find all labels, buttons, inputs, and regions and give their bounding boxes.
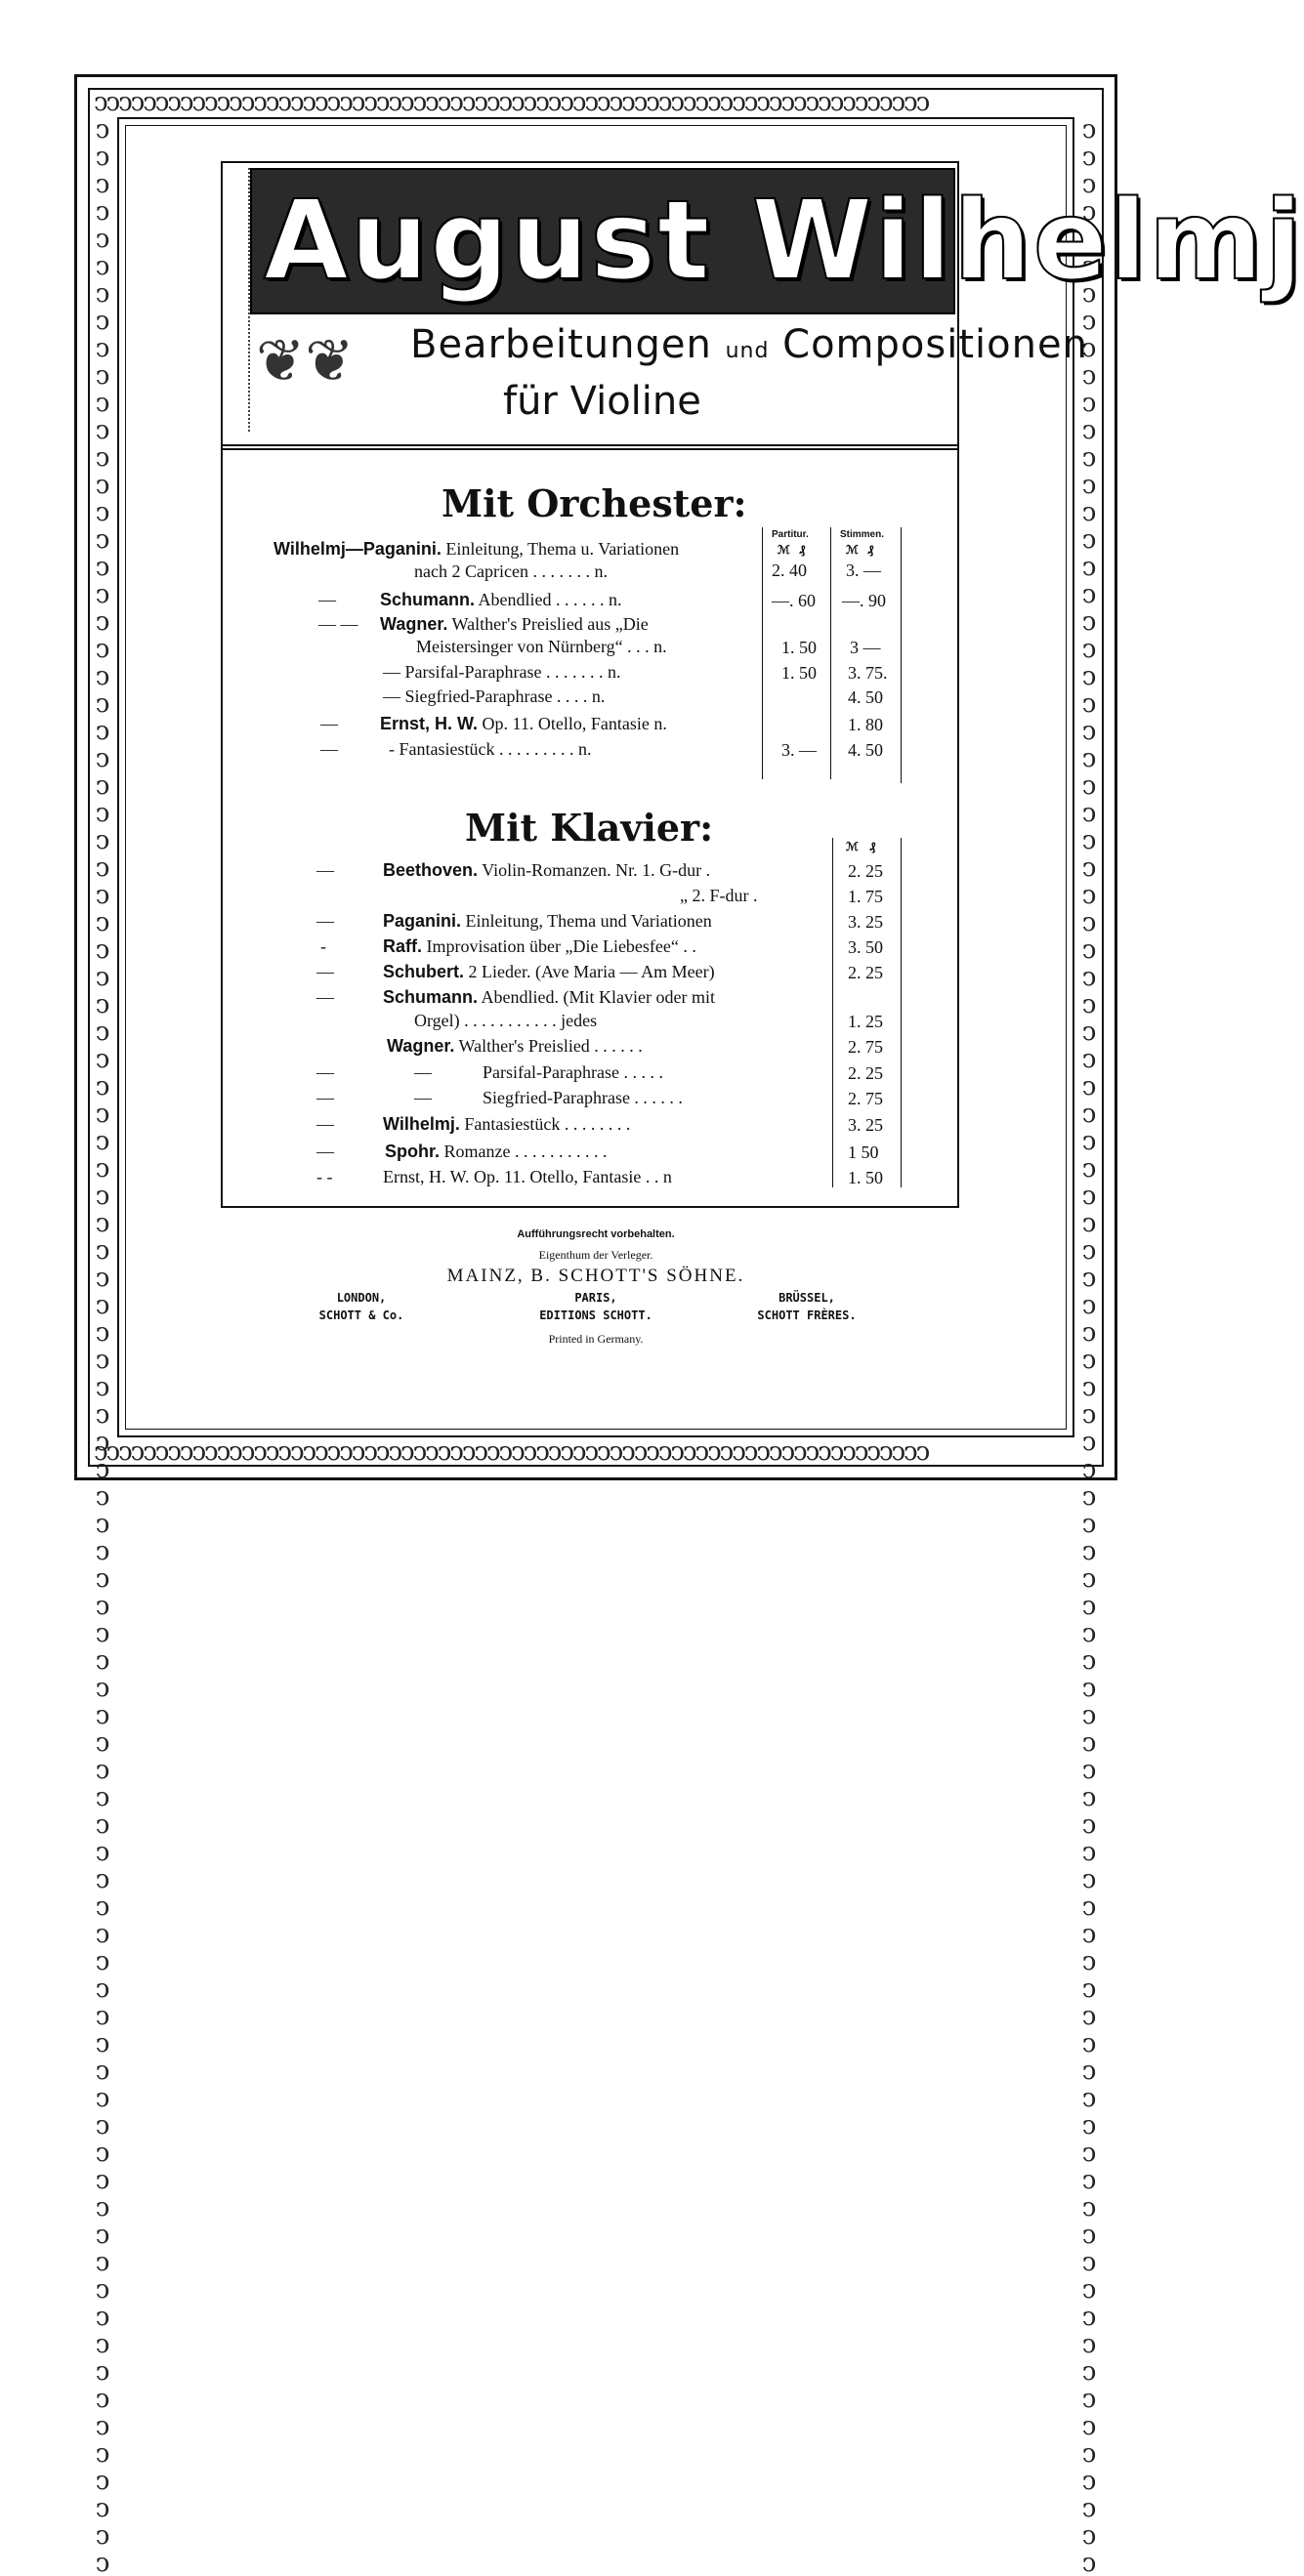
price: 1. 75 [848, 887, 883, 906]
column-rule [901, 527, 902, 783]
price: 2. 25 [848, 861, 883, 881]
price: 2. 75 [848, 1037, 883, 1057]
list-item-dash: — [318, 590, 336, 609]
list-item: Orgel) . . . . . . . . . . . jedes [414, 1011, 598, 1030]
list-item: Spohr. Romanze . . . . . . . . . . . [385, 1142, 608, 1161]
column-header-partitur: Partitur. [772, 529, 809, 540]
price: 1. 25 [848, 1012, 883, 1031]
currency-pf-icon: ₰ [867, 543, 874, 557]
list-item: Wagner. Walther's Preislied . . . . . . [387, 1036, 643, 1056]
list-item: Wagner. Walther's Preislied aus „Die [380, 614, 649, 634]
price-partitur: —. 60 [772, 591, 816, 610]
list-item: — [414, 1062, 432, 1082]
list-item: Ernst, H. W. Op. 11. Otello, Fantasie n. [380, 714, 667, 733]
price-partitur: 1. 50 [781, 638, 817, 657]
list-item-dash: — [316, 987, 334, 1007]
floral-ornament-icon: ❦❦ [256, 327, 355, 395]
list-item-dash: - - [316, 1167, 333, 1186]
city-paris: PARIS, [574, 1291, 617, 1305]
list-item: Beethoven. Violin-Romanzen. Nr. 1. G-dur . [383, 860, 711, 880]
list-item-dash: — [316, 1142, 334, 1161]
price-stimmen: 3 — [850, 638, 881, 657]
composer-title: August Wilhelmj [264, 178, 1304, 305]
price-stimmen: 4. 50 [848, 740, 883, 760]
ownership-note: Eigenthum der Verleger. [538, 1248, 653, 1262]
list-item: Raff. Improvisation über „Die Liebesfee“ . . [383, 936, 696, 956]
ornament-band-left: ↄↄↄↄↄↄↄↄↄↄↄↄↄↄↄↄↄↄↄↄↄↄↄↄↄↄↄↄↄↄↄↄↄↄↄↄↄↄↄↄↄↄↄↄↄↄↄↄↄↄↄↄↄↄↄↄↄↄↄↄↄↄↄↄↄↄↄↄↄↄↄↄↄↄↄↄↄↄↄↄↄↄↄↄↄↄↄↄↄↄ [88, 115, 117, 2576]
list-item: - Fantasiestück . . . . . . . . . n. [389, 739, 592, 759]
ornament-band-right: ↄↄↄↄↄↄↄↄↄↄↄↄↄↄↄↄↄↄↄↄↄↄↄↄↄↄↄↄↄↄↄↄↄↄↄↄↄↄↄↄↄↄↄↄↄↄↄↄↄↄↄↄↄↄↄↄↄↄↄↄↄↄↄↄↄↄↄↄↄↄↄↄↄↄↄↄↄↄↄↄↄↄↄↄↄↄↄↄↄↄ [1074, 115, 1104, 2576]
list-item-dash: — [316, 911, 334, 931]
currency-mark-icon: ℳ [846, 543, 859, 557]
price-stimmen: 1. 80 [848, 715, 883, 734]
list-item: Ernst, H. W. Op. 11. Otello, Fantasie . . n [383, 1167, 672, 1186]
currency-pf-icon: ₰ [869, 840, 876, 853]
list-item: Meistersinger von Nürnberg“ . . . n. [416, 637, 667, 656]
list-item: — Parsifal-Paraphrase . . . . . . . n. [383, 662, 621, 682]
currency-pf-icon: ₰ [799, 543, 806, 557]
price: 3. 50 [848, 937, 883, 957]
list-item-dash: — [320, 739, 338, 759]
list-item-dash: — [316, 1088, 334, 1107]
price: 1 50 [848, 1143, 879, 1162]
subtitle-compositionen: Compositionen [782, 322, 1088, 367]
list-item: — Siegfried-Paraphrase . . . . n. [383, 686, 606, 706]
list-item: Siegfried-Paraphrase . . . . . . [483, 1088, 683, 1107]
list-item: Schumann. Abendlied . . . . . . n. [380, 590, 622, 609]
list-item-dash: — [316, 1062, 334, 1082]
list-item-dash: — [316, 1114, 334, 1134]
list-item: „ 2. F-dur . [680, 886, 758, 905]
city-brussels: BRÜSSEL, [778, 1291, 835, 1305]
performance-rights: Aufführungsrecht vorbehalten. [517, 1228, 675, 1240]
list-item-dash: — [316, 962, 334, 981]
price-stimmen: —. 90 [842, 591, 886, 610]
price: 1. 50 [848, 1168, 883, 1187]
publisher-name: MAINZ, B. SCHOTT'S SÖHNE. [446, 1266, 745, 1286]
column-rule [901, 838, 902, 1187]
subtitle-line2: für Violine [503, 379, 701, 424]
list-item: Schubert. 2 Lieder. (Ave Maria — Am Meer) [383, 962, 715, 981]
list-item: Parsifal-Paraphrase . . . . . [483, 1062, 663, 1082]
header-divider [221, 444, 959, 450]
list-item: Paganini. Einleitung, Thema und Variationen [383, 911, 712, 931]
price: 2. 25 [848, 1063, 883, 1083]
firm-brussels: SCHOTT FRÈRES. [757, 1309, 857, 1322]
city-london: LONDON, [336, 1291, 387, 1305]
printed-note: Printed in Germany. [548, 1332, 644, 1346]
column-rule [830, 527, 831, 779]
list-item: Schumann. Abendlied. (Mit Klavier oder mit [383, 987, 715, 1007]
column-header-stimmen: Stimmen. [840, 529, 885, 540]
list-item-dash: — — [318, 614, 358, 634]
price-partitur: 2. 40 [772, 561, 807, 580]
section-title-orchester: Mit Orchester: [442, 481, 747, 525]
ornament-band-top: ↄↄↄↄↄↄↄↄↄↄↄↄↄↄↄↄↄↄↄↄↄↄↄↄↄↄↄↄↄↄↄↄↄↄↄↄↄↄↄↄↄↄↄↄↄↄↄↄↄↄↄↄↄↄↄↄↄↄↄↄↄↄↄↄↄↄↄↄ [94, 88, 929, 117]
list-item: — [414, 1088, 432, 1107]
subtitle-und: und [725, 339, 770, 363]
subtitle-line1 [410, 322, 1088, 367]
ornament-band-bottom: ↄↄↄↄↄↄↄↄↄↄↄↄↄↄↄↄↄↄↄↄↄↄↄↄↄↄↄↄↄↄↄↄↄↄↄↄↄↄↄↄↄↄↄↄↄↄↄↄↄↄↄↄↄↄↄↄↄↄↄↄↄↄↄↄↄↄↄↄ [94, 1437, 929, 1467]
price: 3. 25 [848, 1115, 883, 1135]
firm-london: SCHOTT & Co. [318, 1309, 404, 1322]
firm-paris: EDITIONS SCHOTT. [539, 1309, 652, 1322]
column-rule [762, 527, 763, 779]
currency-mark-icon: ℳ [778, 543, 790, 557]
price-partitur: 3. — [781, 740, 817, 760]
price: 3. 25 [848, 912, 883, 932]
list-item-dash: - [320, 936, 326, 956]
price-stimmen: 3. — [846, 561, 881, 580]
section-title-klavier: Mit Klavier: [465, 806, 714, 850]
list-item: Wilhelmj—Paganini. Einleitung, Thema u. Variationen [273, 539, 680, 559]
list-item-dash: — [316, 860, 334, 880]
list-item: Wilhelmj. Fantasiestück . . . . . . . . [383, 1114, 631, 1134]
list-item: nach 2 Capricen . . . . . . . n. [414, 561, 608, 581]
price-stimmen: 4. 50 [848, 687, 883, 707]
price: 2. 75 [848, 1089, 883, 1108]
price: 2. 25 [848, 963, 883, 982]
price-stimmen: 3. 75. [848, 663, 888, 683]
header-side-ornament [229, 168, 250, 432]
currency-mark-icon: ℳ [846, 840, 859, 853]
price-partitur: 1. 50 [781, 663, 817, 683]
column-rule [832, 838, 833, 1187]
list-item-dash: — [320, 714, 338, 733]
subtitle-bearbeitungen: Bearbeitungen [410, 322, 712, 367]
